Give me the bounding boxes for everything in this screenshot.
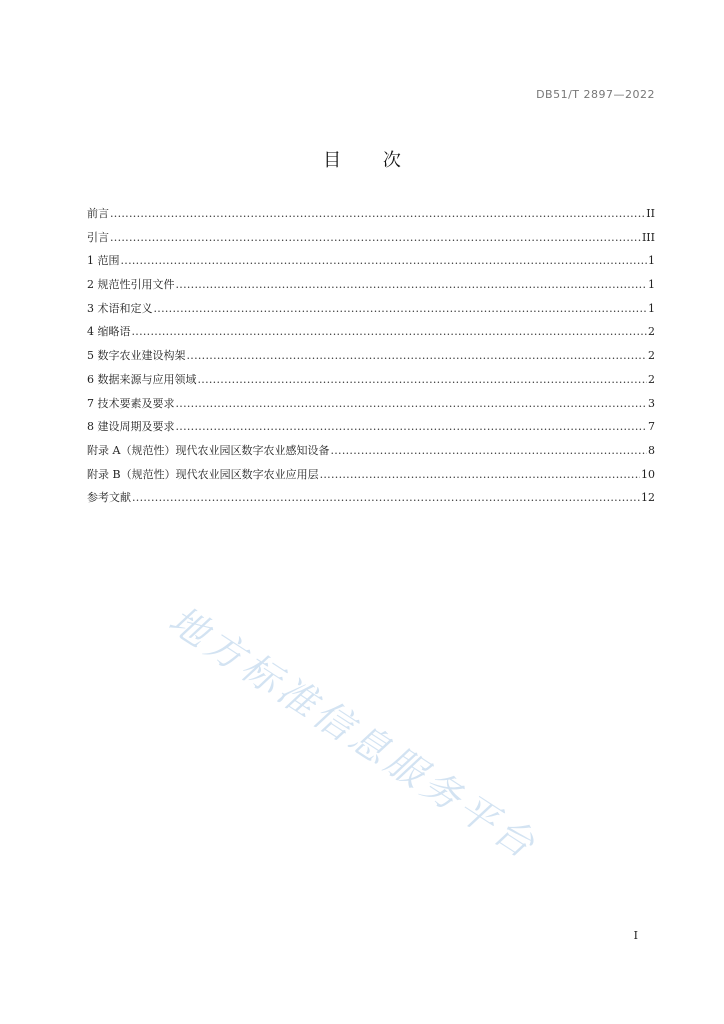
toc-entry-label: 附录 A（规范性）现代农业园区数字农业感知设备 bbox=[87, 443, 330, 457]
toc-entry-scope[interactable] bbox=[87, 253, 655, 277]
toc-leader-dots bbox=[176, 419, 648, 435]
toc-entry-page: 10 bbox=[641, 467, 655, 481]
toc-entry-label: 6 数据来源与应用领域 bbox=[87, 372, 197, 386]
watermark: 地方标准信息服务平台 bbox=[161, 597, 546, 869]
toc-leader-dots bbox=[132, 490, 640, 506]
toc-entry-terms-definitions[interactable] bbox=[87, 301, 655, 325]
toc-entry-page: 3 bbox=[648, 396, 655, 410]
toc-entry-label: 7 技术要素及要求 bbox=[87, 396, 175, 410]
toc-entry-page: 2 bbox=[648, 349, 655, 363]
toc-entry-label: 4 缩略语 bbox=[87, 325, 131, 339]
toc-entry-abbreviations[interactable] bbox=[87, 324, 655, 348]
toc-leader-dots bbox=[121, 253, 648, 269]
toc-entry-construction-cycle[interactable] bbox=[87, 419, 655, 443]
toc-entry-appendix-a[interactable] bbox=[87, 443, 655, 467]
toc-entry-data-sources[interactable] bbox=[87, 372, 655, 396]
page-number: I bbox=[633, 929, 638, 942]
toc-entry-page: 1 bbox=[648, 278, 655, 292]
document-code: DB51/T 2897—2022 bbox=[536, 88, 655, 101]
toc-entry-page: 2 bbox=[648, 325, 655, 339]
toc-entry-appendix-b[interactable] bbox=[87, 467, 655, 491]
toc-entry-technical-elements[interactable] bbox=[87, 396, 655, 420]
toc-entry-page: 12 bbox=[641, 491, 655, 505]
toc-entry-page: 1 bbox=[648, 254, 655, 268]
toc-leader-dots bbox=[176, 396, 648, 412]
toc-entry-label: 1 范围 bbox=[87, 254, 120, 268]
toc-entry-foreword[interactable] bbox=[87, 206, 655, 230]
toc-entry-bibliography[interactable] bbox=[87, 490, 655, 514]
toc-entry-label: 3 术语和定义 bbox=[87, 301, 153, 315]
toc-entry-page: III bbox=[641, 230, 655, 244]
toc-entry-page: II bbox=[646, 207, 655, 220]
toc-leader-dots bbox=[198, 372, 648, 388]
toc-entry-label: 引言 bbox=[87, 230, 109, 244]
toc-entry-page: 1 bbox=[648, 301, 655, 315]
toc-entry-architecture[interactable] bbox=[87, 348, 655, 372]
table-of-contents bbox=[87, 206, 655, 514]
toc-leader-dots bbox=[187, 348, 648, 364]
toc-entry-label: 附录 B（规范性）现代农业园区数字农业应用层 bbox=[87, 467, 319, 481]
toc-entry-page: 2 bbox=[648, 372, 655, 386]
toc-leader-dots bbox=[154, 301, 648, 317]
toc-entry-introduction[interactable] bbox=[87, 230, 655, 254]
toc-leader-dots bbox=[110, 206, 645, 222]
toc-entry-label: 8 建设周期及要求 bbox=[87, 420, 175, 434]
toc-entry-label: 5 数字农业建设构架 bbox=[87, 349, 186, 363]
toc-entry-normative-references[interactable] bbox=[87, 277, 655, 301]
toc-entry-label: 参考文献 bbox=[87, 491, 131, 505]
toc-entry-label: 2 规范性引用文件 bbox=[87, 278, 175, 292]
toc-entry-label: 前言 bbox=[87, 207, 109, 220]
toc-leader-dots bbox=[110, 230, 641, 246]
toc-leader-dots bbox=[330, 443, 647, 459]
toc-leader-dots bbox=[320, 467, 640, 483]
toc-entry-page: 7 bbox=[648, 420, 655, 434]
toc-leader-dots bbox=[132, 324, 648, 340]
toc-entry-page: 8 bbox=[648, 443, 655, 457]
toc-title: 目 次 bbox=[323, 150, 419, 171]
toc-leader-dots bbox=[176, 277, 648, 293]
